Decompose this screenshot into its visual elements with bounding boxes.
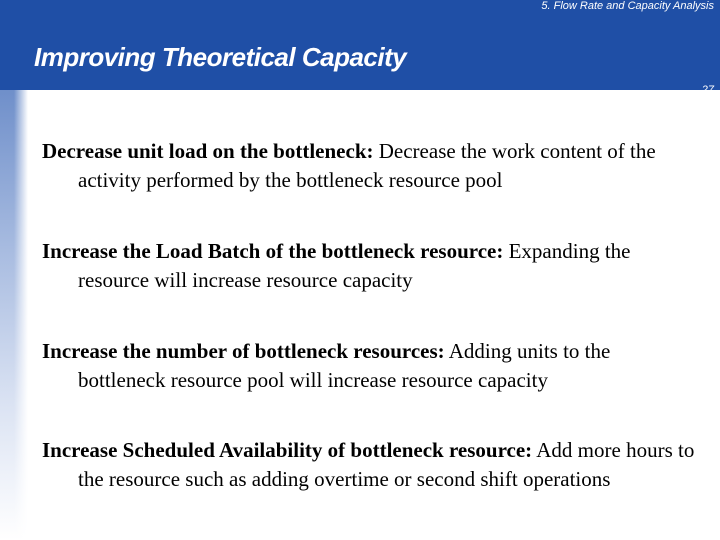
bullet-lead: Increase the number of bottleneck resources: bbox=[42, 339, 445, 363]
header-bar bbox=[0, 0, 720, 96]
section-label: 5. Flow Rate and Capacity Analysis bbox=[541, 0, 714, 12]
bullet-increase-availability bbox=[42, 436, 702, 494]
side-gradient-decoration bbox=[0, 90, 28, 540]
bullet-decrease-unit-load bbox=[42, 137, 702, 195]
bullet-body: Add more hours to the resource such as adding overtime or second shift operations bbox=[78, 438, 695, 491]
page-title: Improving Theoretical Capacity bbox=[34, 42, 407, 72]
bullet-increase-resources bbox=[42, 337, 702, 395]
bullet-lead: Decrease unit load on the bottleneck: bbox=[42, 139, 374, 163]
bullet-increase-load-batch bbox=[42, 237, 702, 295]
bullet-body: Expanding the resource will increase resource capacity bbox=[78, 239, 631, 292]
bullet-body: Adding units to the bottleneck resource pool will increase resource capacity bbox=[78, 339, 611, 392]
bullet-body: Decrease the work content of the activity performed by the bottleneck resource pool bbox=[78, 139, 656, 192]
bullet-lead: Increase the Load Batch of the bottleneck resource: bbox=[42, 239, 504, 263]
bullet-lead: Increase Scheduled Availability of bottleneck resource: bbox=[42, 438, 533, 462]
bullet-list bbox=[42, 137, 702, 494]
page-number: 27 bbox=[701, 84, 714, 96]
